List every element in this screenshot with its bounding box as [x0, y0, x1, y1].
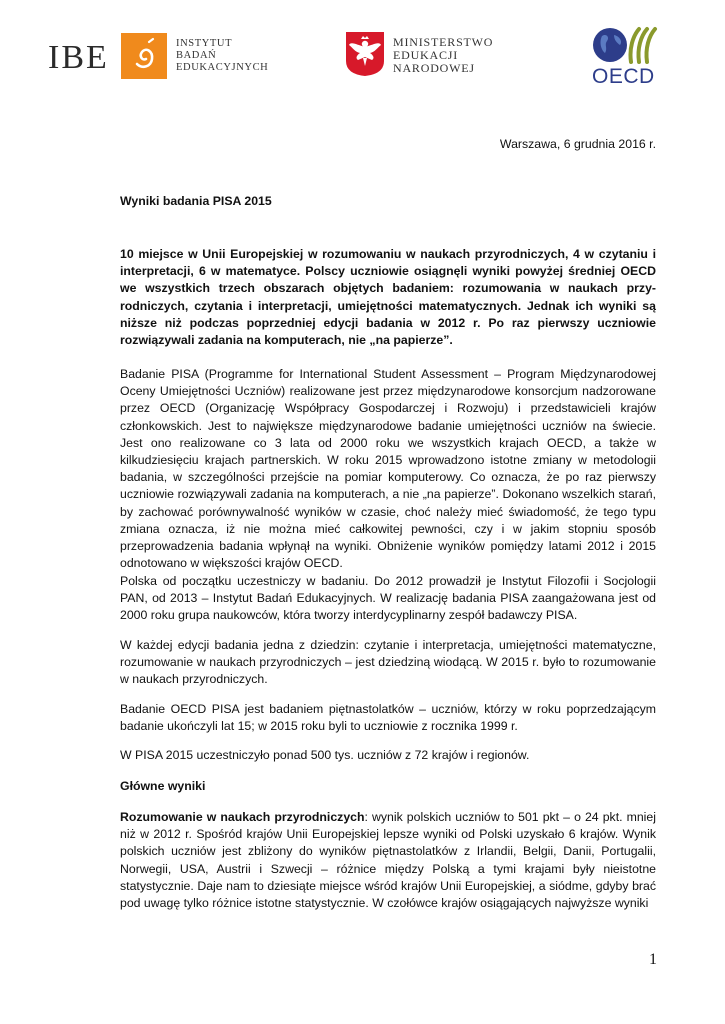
- document-title: Wyniki badania PISA 2015: [120, 194, 272, 208]
- paragraph-leading-domain: W każdej edycji badania jedna z dziedzin: czytanie i interpretacja, umiejętności matematyczne, rozumowanie w naukach przyrodniczych – jest dziedziną wiodącą. W 2015 r. było to rozumowanie w naukach przyrodniczych.: [120, 638, 656, 687]
- ministry-name: MINISTERSTWO EDUKACJI NARODOWEJ: [393, 35, 494, 75]
- ibe-emblem-icon: [121, 33, 167, 79]
- letterhead: [0, 0, 725, 100]
- ibe-abbreviation: IBE: [48, 39, 109, 76]
- paragraph-pisa-description: Badanie PISA (Programme for International Student Assessment – Program Międzynarodowej Oceny Umiejętności Uczniów) realizowane jest przez międzynarodowe konsorcjum nadzorowane przez OECD (Organizację Współpracy Gospodarczej i Rozwoju) i przedstawicieli krajów członkowskich. Jest to największe międzynarodowe badanie umiejętności uczniów na świecie. Jest ono realizowane co 3 lata od 2000 roku we wszystkich krajach OECD, a także w kilkudziesięciu krajach partnerskich. W roku 2015 wprowadzono istotne zmiany w metodologii badania, w szczególności przejście na pomiar komputerowy. Co oznacza, że po raz pierwszy uczniowie rozwiązywali zadania na komputerach, a nie „na papierze”. Dokonano wszelkich starań, by zachować porównywalność wyników w czasie, choć należy mieć świadomość, że tego typu zmiana oznacza, iż nie można mieć całkowitej pewności, czy i w jakim stopniu sposób przeprowadzenia badania wpłynął na wyniki. Obniżenie wyników pomiędzy latami 2012 i 2015 odnotowano w większości krajów OECD.: [120, 367, 656, 571]
- paragraph-participants-count: W PISA 2015 uczestniczyło ponad 500 tys. uczniów z 72 krajów i regionów.: [120, 748, 530, 762]
- science-results-label: Rozumowanie w naukach przyrodniczych: [120, 810, 365, 824]
- paragraph-participants-age: Badanie OECD PISA jest badaniem piętnastolatków – uczniów, którzy w roku poprzedzającym badanie ukończyli lat 15; w 2015 roku byli to uczniowie z rocznika 1999 r.: [120, 702, 656, 734]
- oecd-globe-icon: [592, 26, 662, 66]
- main-results-heading: Główne wyniki: [120, 779, 206, 793]
- paragraph-science-results: [120, 809, 656, 912]
- page-number: 1: [649, 951, 657, 968]
- document-date: Warszawa, 6 grudnia 2016 r.: [499, 137, 656, 151]
- oecd-wordmark: OECD: [592, 65, 655, 88]
- polish-eagle-emblem-icon: [345, 31, 385, 77]
- science-results-text: : wynik polskich uczniów to 501 pkt – o 24 pkt. mniej niż w 2012 r. Spośród krajów Unii Europejskiej lepsze wyniki od Polski uzyskało 6 krajów. Wynik polskich uczniów jest zbliżony do wyników piętnastolatków z Irlandii, Belgii, Danii, Portugalii, Norwegii, USA, Austrii i Szwecji – różnice między Polską a tymi krajami były nieistotne statystycznie. Daje nam to dziesiąte miejsce wśród krajów Unii Europejskiej, a siódme, gdyby brać pod uwagę tylko różnice istotne statystycznie. W czołówce krajów osiągających najwyższe wyniki: [120, 810, 656, 911]
- lead-paragraph: 10 miejsce w Unii Europejskiej w rozumowaniu w naukach przyrodniczych, 4 w czytaniu i interpretacji, 6 w matematyce. Polscy uczniowie osiągnęli wyniki powyżej średniej OECD we wszystkich trzech obszarach objętych badaniem: rozumowania w naukach przy-rodniczych, czytania i interpretacji, umiejętności matematycznych. Jednak ich wyniki są niższe niż podczas poprzedniej edycji badania w 2012 r. Po raz pierwszy uczniowie rozwiązywali zadania na komputerach, nie „na papierze”.: [120, 247, 656, 348]
- paragraph-poland-participation: Polska od początku uczestniczy w badaniu. Do 2012 prowadził je Instytut Filozofii i Socjologii PAN, od 2013 – Instytut Badań Edukacyjnych. W realizację badania PISA zaangażowana jest od 2000 roku grupa naukowców, która tworzy interdycyplinarny zespół badawczy PISA.: [120, 574, 656, 623]
- ibe-name: INSTYTUT BADAŃ EDUKACYJNYCH: [176, 38, 269, 73]
